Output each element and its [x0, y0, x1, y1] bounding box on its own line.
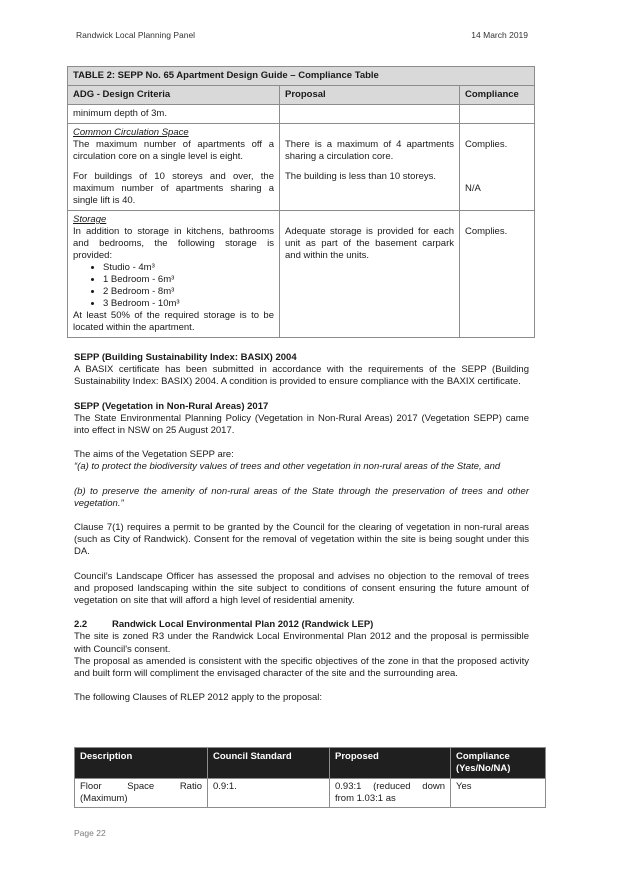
vegetation-clause: Clause 7(1) requires a permit to be granted by the Council for the clearing of vegetation in non-rural areas (such as City of Randwick). Consent for the removal of vegetation within the site is being sought under this DA.	[74, 522, 529, 558]
table-header-row	[68, 86, 535, 105]
section-title: Randwick Local Environmental Plan 2012 (Randwick LEP)	[112, 619, 374, 631]
compliance-text: Complies.	[465, 226, 508, 237]
list-item: • 2 Bedroom - 8m³	[103, 286, 274, 298]
criteria-cell	[68, 124, 280, 211]
column-header-compliance: Compliance (Yes/No/NA)	[451, 748, 546, 779]
vegetation-landscape: Council’s Landscape Officer has assessed the proposal and advises no objection to the removal of trees and proposed landscaping within the site subject to conditions of consent ensuring the future amount of vegetation on site that will afford a high level of residential amenity.	[74, 570, 529, 607]
criteria-heading: Common Circulation Space	[73, 127, 189, 138]
adg-compliance-table	[67, 66, 535, 338]
vegetation-heading: SEPP (Vegetation in Non-Rural Areas) 2017	[74, 400, 269, 412]
table-header-row	[75, 748, 546, 779]
criteria-heading: Storage	[73, 214, 107, 225]
lep-paragraph: The proposal as amended is consistent with the specific objectives of the zone in that the proposed activity and built form will compliment the envisaged character of the site and the surrounding area.	[74, 655, 529, 680]
table-row	[68, 211, 535, 338]
table-row	[68, 124, 535, 211]
lep-heading	[74, 619, 529, 631]
compliance-text: Complies.	[465, 139, 508, 150]
table-title: TABLE 2: SEPP No. 65 Apartment Design Guide – Compliance Table	[68, 67, 535, 86]
proposal-cell	[280, 211, 460, 338]
column-header-description: Description	[75, 748, 208, 779]
vegetation-intro: The State Environmental Planning Policy (Vegetation in Non-Rural Areas) 2017 (Vegetation SEPP) came into effect in NSW on 25 August 2017.	[74, 412, 529, 437]
standard-cell: 0.9:1.	[208, 779, 330, 808]
proposal-text: The building is less than 10 storeys.	[285, 171, 437, 182]
list-item: • 1 Bedroom - 6m³	[103, 274, 274, 286]
compliance-cell: Yes	[451, 779, 546, 808]
rlep-table	[74, 747, 546, 808]
lep-paragraph: The site is zoned R3 under the Randwick Local Environmental Plan 2012 and the proposal is permissible with Council's consent.	[74, 631, 529, 655]
compliance-cell	[460, 124, 535, 211]
proposal-cell	[280, 124, 460, 211]
section-number: 2.2	[74, 619, 88, 631]
criteria-text: For buildings of 10 storeys and over, the maximum number of apartments sharing a single lift is 40.	[73, 171, 274, 206]
proposed-cell: 0.93:1 (reduced down from 1.03:1 as	[330, 779, 451, 808]
basix-paragraph: A BASIX certificate has been submitted in accordance with the requirements of the SEPP (Building Sustainability Index: BASIX) 2004. A condition is provided to ensure compliance with the BAXIX certificate.	[74, 364, 529, 388]
criteria-text: The maximum number of apartments off a circulation core on a single level is eight.	[73, 139, 274, 162]
table-row	[68, 105, 535, 124]
list-item: • 3 Bedroom - 10m³	[103, 298, 274, 310]
column-header-proposal: Proposal	[280, 86, 460, 105]
column-header-criteria: ADG - Design Criteria	[68, 86, 280, 105]
storage-list	[73, 262, 274, 310]
description-cell: Floor Space Ratio (Maximum)	[75, 779, 208, 808]
compliance-cell	[460, 211, 535, 338]
column-header-standard: Council Standard	[208, 748, 330, 779]
header-date: 14 March 2019	[471, 30, 528, 40]
criteria-cell: minimum depth of 3m.	[68, 105, 280, 124]
list-item: • Studio - 4m³	[103, 262, 274, 274]
column-header-proposed: Proposed	[330, 748, 451, 779]
table-row	[75, 779, 546, 808]
page-number: Page 22	[74, 828, 106, 838]
vegetation-aim-b: (b) to preserve the amenity of non-rural areas of the State through the preservation of trees and other vegetation.”	[74, 485, 529, 509]
criteria-text: At least 50% of the required storage is to be located within the apartment.	[73, 310, 274, 333]
header-organisation: Randwick Local Planning Panel	[76, 30, 196, 40]
body-content	[74, 352, 529, 704]
column-header-compliance: Compliance	[460, 86, 535, 105]
proposal-text: There is a maximum of 4 apartments sharing a circulation core.	[285, 139, 454, 162]
vegetation-aims-lead: The aims of the Vegetation SEPP are:	[74, 449, 234, 461]
table-title-row	[68, 67, 535, 86]
proposal-cell	[280, 105, 460, 124]
criteria-text: In addition to storage in kitchens, bathrooms and bedrooms, the following storage is provided:	[73, 226, 274, 261]
proposal-text: Adequate storage is provided for each unit as part of the basement carpark and within the units.	[285, 226, 454, 261]
compliance-cell	[460, 105, 535, 124]
compliance-text: N/A	[465, 183, 481, 194]
vegetation-aim-a: “(a) to protect the biodiversity values of trees and other vegetation in non-rural areas of the State, and	[74, 461, 501, 473]
lep-paragraph: The following Clauses of RLEP 2012 apply to the proposal:	[74, 692, 323, 704]
criteria-cell	[68, 211, 280, 338]
basix-heading: SEPP (Building Sustainability Index: BASIX) 2004	[74, 352, 297, 363]
